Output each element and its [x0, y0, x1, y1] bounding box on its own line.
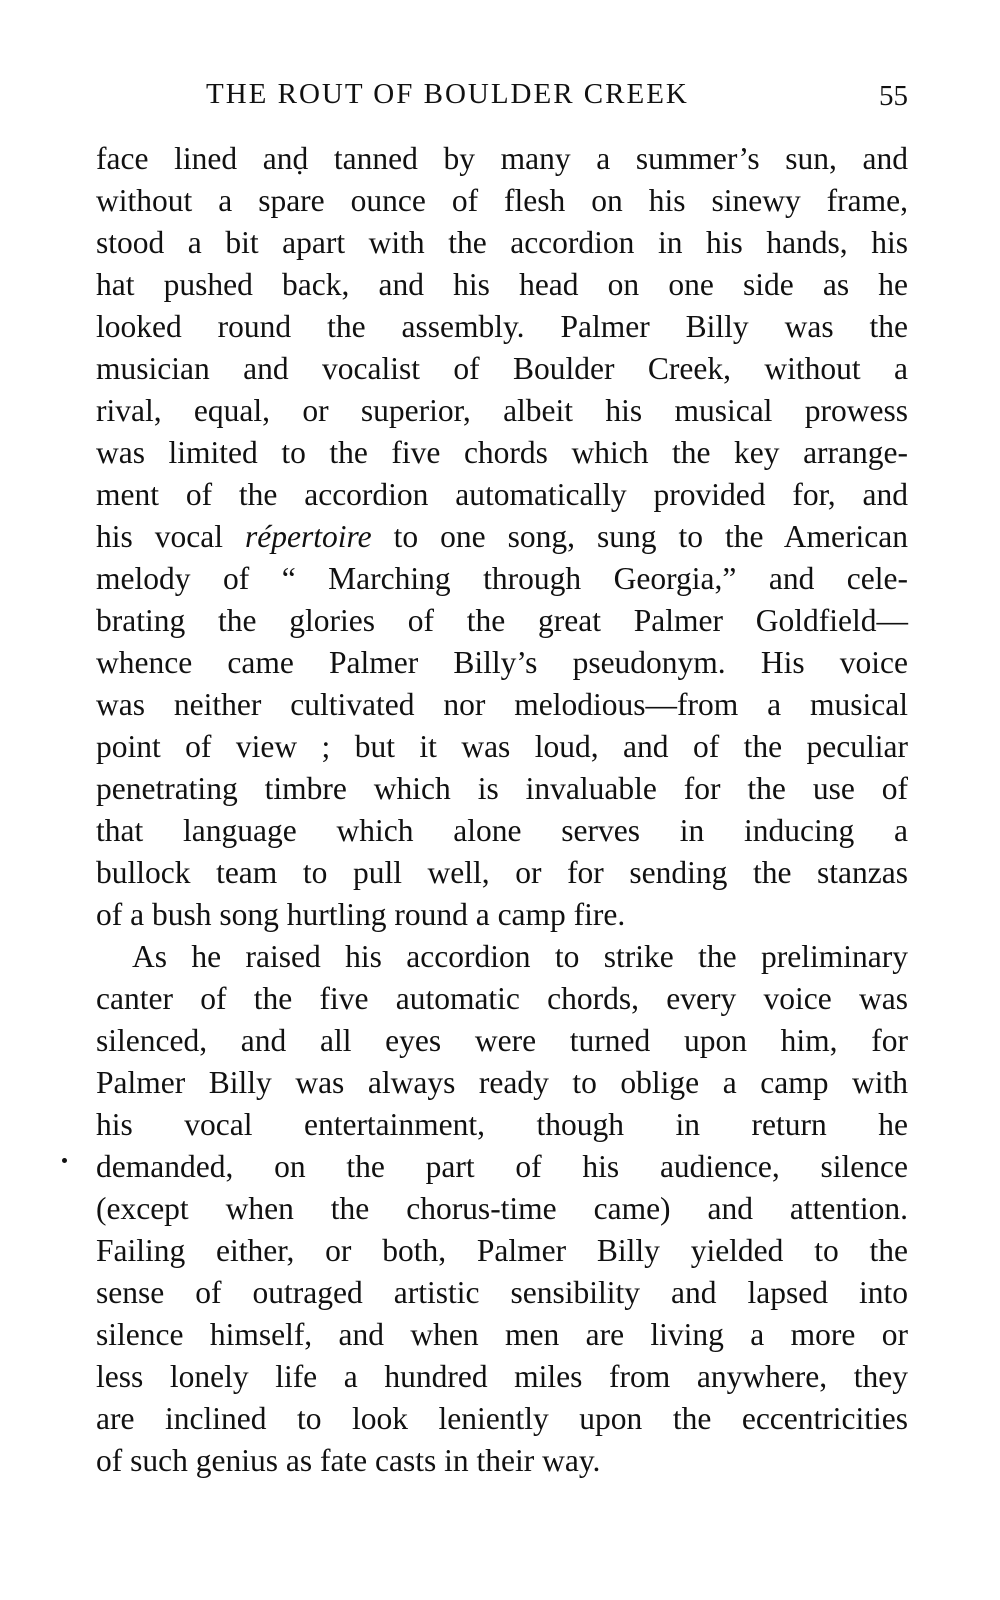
text-line: hat pushed back, and his head on one side as he: [96, 267, 908, 302]
page-number: 55: [879, 80, 908, 112]
text-line: melody of “ Marching through Georgia,” and cele-: [96, 561, 908, 596]
text-line: of a bush song hurtling round a camp fire.: [96, 897, 626, 932]
text-line: silence himself, and when men are living a more or: [96, 1317, 908, 1352]
text-line: without a spare ounce of flesh on his sinewy frame,: [96, 183, 908, 218]
text-line: face lined anḍ tanned by many a summer’s sun, and: [96, 141, 908, 176]
text-line: of such genius as fate casts in their way.: [96, 1443, 601, 1478]
text-line: whence came Palmer Billy’s pseudonym. His voice: [96, 645, 908, 680]
text-line: Failing either, or both, Palmer Billy yielded to the: [96, 1233, 908, 1268]
text-line: looked round the assembly. Palmer Billy was the: [96, 309, 908, 344]
margin-dot-mark: [62, 1158, 67, 1163]
text-line: that language which alone serves in inducing a: [96, 813, 908, 848]
text-line: brating the glories of the great Palmer Goldfield—: [96, 603, 908, 638]
italic-word-repertoire: répertoire: [245, 519, 372, 554]
text-line: less lonely life a hundred miles from anywhere, they: [96, 1359, 908, 1394]
text-line-with-italic: [96, 516, 908, 558]
text-line: canter of the five automatic chords, every voice was: [96, 981, 908, 1016]
text-line: ment of the accordion automatically provided for, and: [96, 477, 908, 512]
text-line: sense of outraged artistic sensibility and lapsed into: [96, 1275, 908, 1310]
text-line: stood a bit apart with the accordion in his hands, his: [96, 225, 908, 260]
text-line: his vocal entertainment, though in return he: [96, 1107, 908, 1142]
text-line: was limited to the five chords which the key arrange-: [96, 435, 908, 470]
text-line: Palmer Billy was always ready to oblige a camp with: [96, 1065, 908, 1100]
text-line: As he raised his accordion to strike the preliminary: [132, 939, 908, 974]
text-line: bullock team to pull well, or for sending the stanzas: [96, 855, 908, 890]
body-text: [96, 138, 908, 1482]
text-line: musician and vocalist of Boulder Creek, without a: [96, 351, 908, 386]
text-line: was neither cultivated nor melodious—from a musical: [96, 687, 908, 722]
paragraph-2: [96, 936, 908, 1482]
text-line: (except when the chorus-time came) and attention.: [96, 1191, 908, 1226]
running-head: [96, 78, 908, 118]
paragraph-1: [96, 138, 908, 936]
text-line: silenced, and all eyes were turned upon him, for: [96, 1023, 908, 1058]
text-line: penetrating timbre which is invaluable for the use of: [96, 771, 908, 806]
text-segment: to one song, sung to the American: [371, 519, 908, 554]
running-title: THE ROUT OF BOULDER CREEK: [206, 78, 689, 110]
text-line: are inclined to look leniently upon the eccentricities: [96, 1401, 908, 1436]
text-line: demanded, on the part of his audience, silence: [96, 1149, 908, 1184]
text-segment: his vocal: [96, 519, 246, 554]
text-line: rival, equal, or superior, albeit his musical prowess: [96, 393, 908, 428]
text-line: point of view ; but it was loud, and of the peculiar: [96, 729, 908, 764]
